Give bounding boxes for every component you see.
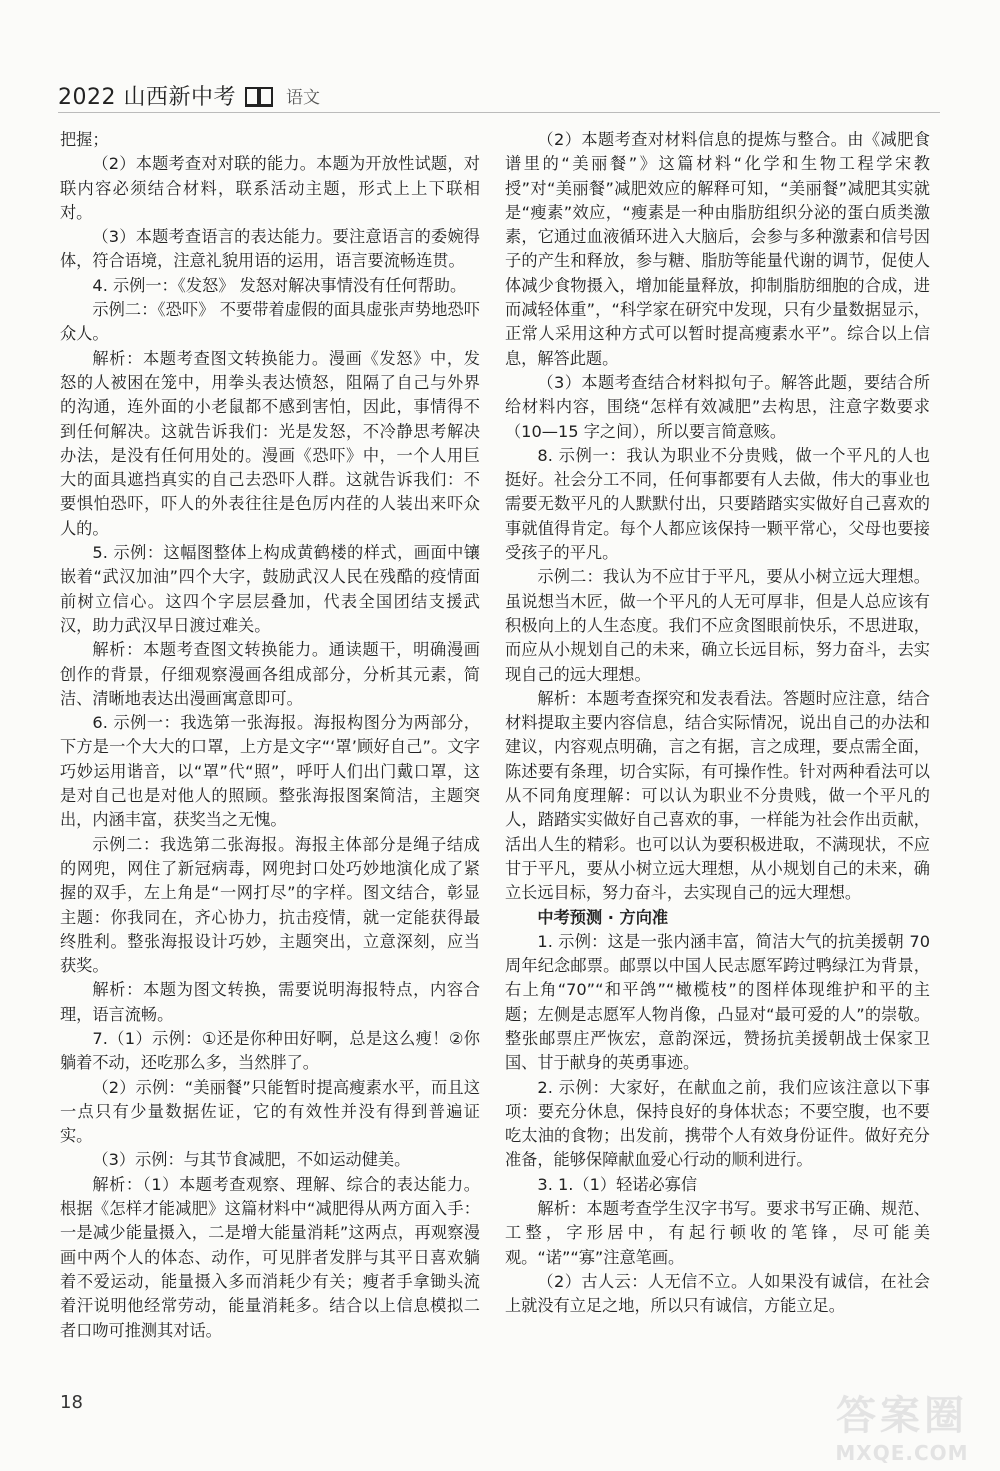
paragraph: 8. 示例一：我认为职业不分贵贱，做一个平凡的人也挺好。社会分工不同，任何事都要有人去做，伟大的事业也需要无数平凡的人默默付出，只要踏踏实实做好自己喜欢的事就值得肯定。每个人都应该保持一颗平常心，父母也要接受孩子的平凡。 [505,445,930,563]
paragraph: 示例二：我认为不应甘于平凡，要从小树立远大理想。虽说想当木匠，做一个平凡的人无可厚非，但是人总应该有积极向上的人生态度。我们不应贪图眼前快乐，不思进取，而应从小规划自己的未来，确立长远目标，努力奋斗，去实现自己的远大理想。 [505,567,930,684]
subject-label: 语文 [285,88,320,108]
paragraph: （3）本题考查结合材料拟句子。解答此题，要结合所给材料内容，围绕“怎样有效减肥”去构思，注意字数要求（10—15 字之间），所以要言简意赅。 [505,372,930,441]
paragraph: （2）示例：“美丽餐”只能暂时提高瘦素水平，而且这一点只有少量数据佐证，它的有效性并没有得到普遍证实。 [60,1077,480,1146]
paragraph: 4. 示例一：《发怒》 发怒对解决事情没有任何帮助。 [92,275,467,295]
paragraph: 6. 示例一：我选第一张海报。海报构图分为两部分，下方是一个大大的口罩，上方是文字“‘罩’顾好自己”。文字巧妙运用谐音，以“罩”代“照”，呼吁人们出门戴口罩，这是对自己也是对他人的照顾。整张海报图案简洁，主题突出，内涵丰富，获奖当之无愧。 [60,713,480,830]
paragraph: 示例二：我选第二张海报。海报主体部分是绳子结成的网兜，网住了新冠病毒，网兜封口处巧妙地演化成了紧握的双手，左上角是“一网打尽”的字样。图文结合，彰显主题：你我同在，齐心协力，抗击疫情，就一定能获得最终胜利。整张海报设计巧妙，主题突出，立意深刻，应当获奖。 [60,834,480,976]
watermark-url: MXQE.COM [835,1441,969,1465]
paragraph: （2）古人云：人无信不立。人如果没有诚信，在社会上就没有立足之地，所以只有诚信，方能立足。 [505,1271,930,1316]
page-number: 18 [60,1392,83,1413]
open-book-icon [244,84,274,108]
paragraph: 7.（1）示例：①还是你种田好啊，总是这么瘦！②你躺着不动，还吃那么多，当然胖了。 [60,1028,480,1073]
paragraph: 解析：（1）本题考查观察、理解、综合的表达能力。根据《怎样才能减肥》这篇材料中“减肥得从两方面入手：一是减少能量摄入，二是增大能量消耗”这两点，再观察漫画中两个人的体态、动作，可见胖者发胖与其平日喜欢躺着不爱运动，能量摄入多而消耗少有关；瘦者手拿锄头流着汗说明他经常劳动，能量消耗多。结合以上信息模拟二者口吻可推测其对话。 [60,1174,480,1340]
left-column [60,128,480,1343]
watermark [812,1384,992,1465]
paragraph: 2. 示例：大家好，在献血之前，我们应该注意以下事项：要充分休息，保持良好的身体状态；不要空腹，也不要吃太油的食物；出发前，携带个人有效身份证件。做好充分准备，能够保障献血爱心行动的顺利进行。 [505,1077,930,1170]
watermark-logo: 答案圈 [836,1393,968,1439]
paragraph: 解析：本题考查图文转换能力。通读题干，明确漫画创作的背景，仔细观察漫画各组成部分，分析其元素，简洁、清晰地表达出漫画寓意即可。 [60,640,480,708]
paragraph: 解析：本题考查学生汉字书写。要求书写正确、规范、工整，字形居中，有起行顿收的笔锋，尽可能美观。“诺”“寡”注意笔画。 [505,1199,930,1267]
paragraph: 1. 示例：这是一张内涵丰富，简洁大气的抗美援朝 70 周年纪念邮票。邮票以中国人民志愿军跨过鸭绿江为背景，右上角“70”“和平鸽”“橄榄枝”的图样体现维护和平的主题；左侧是志愿军人物肖像，凸显对“最可爱的人”的崇敬。整张邮票庄严恢宏，意韵深远，赞扬抗美援朝战士保家卫国、甘于献身的英勇事迹。 [505,931,930,1073]
right-column [505,128,930,1319]
paragraph: 把握； [60,130,109,149]
page-header [58,80,320,111]
header-divider [58,112,940,113]
paragraph: 解析：本题考查探究和发表看法。答题时应注意，结合材料提取主要内容信息，结合实际情况，说出自己的办法和建议，内容观点明确，言之有据，言之成理，要点需全面，陈述要有条理，切合实际，有可操作性。针对两种看法可以从不同角度理解：可以认为职业不分贵贱，做一个平凡的人，踏踏实实做好自己喜欢的事，一样能为社会作出贡献，活出人生的精彩。也可以认为要积极进取，不满现状，不应甘于平凡，要从小树立远大理想，从小规划自己的未来，确立长远目标，努力奋斗，去实现自己的远大理想。 [505,688,930,903]
paragraph: 示例二：《恐吓》 不要带着虚假的面具虚张声势地恐吓众人。 [60,300,480,344]
paragraph: （2）本题考查对材料信息的提炼与整合。由《减肥食谱里的“美丽餐”》这篇材料“化学和生物工程学宋教授”对“美丽餐”减肥效应的解释可知，“美丽餐”减肥其实就是“瘦素”效应，“瘦素是一种由脂肪组织分泌的蛋白质类激素，它通过血液循环进入大脑后，会参与多种激素和信号因子的产生和释放，参与糖、脂肪等能量代谢的调节，促使人体减少食物摄入，增加能量释放，抑制脂肪细胞的合成，进而减轻体重”，“科学家在研究中发现，只有少量数据显示，正常人采用这种方式可以暂时提高瘦素水平”。综合以上信息，解答此题。 [505,130,930,368]
paragraph: 解析：本题考查图文转换能力。漫画《发怒》中，发怒的人被困在笼中，用拳头表达愤怒，阻隔了自己与外界的沟通，连外面的小老鼠都不感到害怕，因此，事情得不到任何解决。这就告诉我们：光是发怒，不冷静思考解决办法，是没有任何用处的。漫画《恐吓》中，一个人用巨大的面具遮挡真实的自己去恐吓人群。这就告诉我们：不要惧怕恐吓，吓人的外表往往是色厉内荏的人装出来吓众人的。 [60,348,480,538]
paragraph: （3）示例：与其节食减肥，不如运动健美。 [92,1150,411,1170]
paragraph: （2）本题考查对对联的能力。本题为开放性试题，对联内容必须结合材料，联系活动主题，形式上上下联相对。 [60,154,480,222]
book-title: 2022 山西新中考 [58,85,236,110]
paragraph: （3）本题考查语言的表达能力。要注意语言的委婉得体，符合语境，注意礼貌用语的运用，语言要流畅连贯。 [60,227,480,271]
paragraph: 5. 示例：这幅图整体上构成黄鹤楼的样式，画面中镶嵌着“武汉加油”四个大字，鼓励武汉人民在残酷的疫情面前树立信心。这四个字层层叠加，代表全国团结支援武汉，助力武汉早日渡过难关。 [60,543,480,635]
section-heading: 中考预测 · 方向准 [537,907,669,927]
paragraph: 解析：本题为图文转换，需要说明海报特点，内容合理，语言流畅。 [60,980,480,1024]
paragraph: 3. 1.（1）轻诺必寡信 [537,1174,698,1194]
